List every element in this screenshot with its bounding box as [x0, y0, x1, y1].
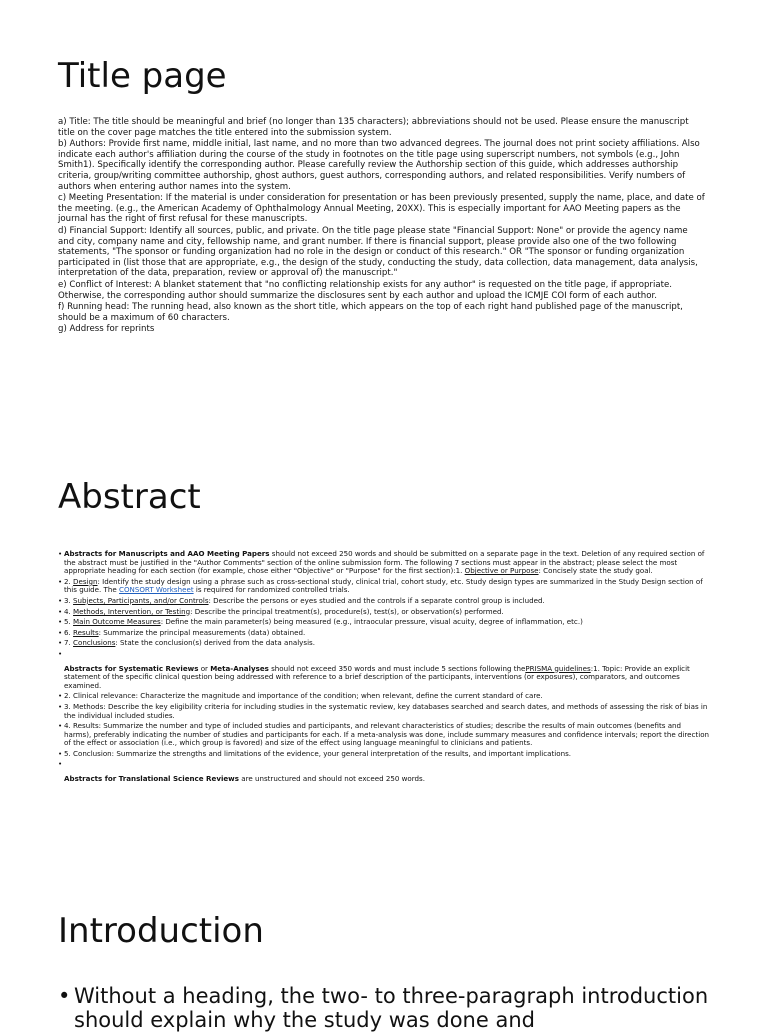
item-text: : Describe the persons or eyes studied and the controls if a separate control group is included. — [208, 595, 545, 605]
abstract-systematic-text: should not exceed 350 words and must include 5 sections following the — [268, 663, 526, 673]
abstract-objective-label: Objective or Purpose — [464, 566, 539, 576]
introduction-list — [58, 984, 718, 1032]
abstract-design-text2: is required for randomized controlled trials. — [193, 585, 350, 595]
abstract-outcome-item — [58, 618, 710, 627]
abstract-meta-lead: Meta-Analyses — [210, 663, 269, 673]
abstract-design-prefix: 2. — [64, 576, 74, 586]
abstract-systematic-item — [58, 665, 710, 691]
abstract-systematic-item-2: • 2. Clinical relevance: Characterize the magnitude and importance of the condition; when relevant, define the current standard of care. — [58, 692, 710, 701]
title-page-item-meeting: c) Meeting Presentation: If the material is under consideration for presentation or has been previously presented, supply the name, place, and date of the meeting. (e.g., the American Academy of Ophthalmology Annual Meeting, 20XX). This is especially important for AAO Meeting papers as the journal has the right of first refusal for these manuscripts. — [58, 193, 705, 225]
abstract-methods-item — [58, 608, 710, 617]
introduction-heading: Introduction — [58, 911, 264, 951]
title-page-item-conflict: e) Conflict of Interest: A blanket statement that "no conflicting relationship exists for any author" is requested on the title page, if appropriate. Otherwise, the corresponding author should summarize the disclosures sent by each author and upload the ICMJE COI form of each author. — [58, 279, 672, 301]
introduction-bullet: • Without a heading, the two- to three-paragraph introduction should explain why the study was done and — [58, 984, 718, 1032]
abstract-systematic-item-3: • 3. Methods: Describe the key eligibility criteria for including studies in the systematic review, key databases searched and search dates, and methods of assessing the risk of bias in the individual included studies. — [58, 703, 710, 720]
abstract-subjects-item — [58, 597, 710, 606]
title-page-item-financial: d) Financial Support: Identify all sources, public, and private. On the title page please state "Financial Support: None" or provide the agency name and city, company name and city, fellowship name, and grant number. If there is financial support, please provide also one of the two following statements, "The sponsor or funding organization had no role in the design or conduct of this research." OR "The sponsor or funding organization participated in (list those that are appropriate, e.g., the design of the study, conducting the study, data collection, data management, data analysis, interpretation of the data, preparation, review or approval of) the manuscript." — [58, 225, 698, 279]
abstract-manuscripts-text: should not exceed 250 words and should be submitted on a separate page in the text. Deletion of any required section of the abstract must be justified in the "Author Comments" section of the online submission form. The following 7 sections must appear in the abstract; please select the most appropriate heading for each section (for example, chose either "Objective" or "Purpose" for the first section):1. — [64, 549, 705, 576]
abstract-systematic-or: or — [198, 663, 211, 673]
abstract-results-item — [58, 629, 710, 638]
abstract-manuscripts-lead: Abstracts for Manuscripts and AAO Meeting Papers — [64, 549, 270, 558]
abstract-manuscripts-item — [58, 550, 710, 576]
abstract-systematic-item-5: • 5. Conclusion: Summarize the strengths and limitations of the evidence, your general interpretation of the results, and important implications. — [58, 750, 710, 759]
consort-worksheet-link[interactable]: CONSORT Worksheet — [119, 585, 194, 595]
abstract-translational-item — [58, 775, 710, 784]
item-prefix: 4. — [64, 606, 74, 616]
abstract-design-text: : Identify the study design using a phrase such as cross-sectional study, clinical trial, cohort study, etc. Study design types are summarized in the Study Design section of this guide. The — [64, 576, 703, 595]
abstract-conclusions-item — [58, 639, 710, 648]
abstract-design-item — [58, 578, 710, 595]
item-text: : State the conclusion(s) derived from the data analysis. — [115, 638, 315, 648]
item-prefix: 5. — [64, 617, 74, 627]
title-page-heading: Title page — [58, 56, 227, 96]
item-prefix: 7. — [64, 638, 74, 648]
item-text: : Summarize the principal measurements (data) obtained. — [98, 627, 306, 637]
title-page-item-title: a) Title: The title should be meaningful and brief (no longer than 135 characters); abbreviations should not be used. Please ensure the manuscript title on the cover page matches the title entered into the submission system. — [58, 117, 689, 138]
abstract-heading: Abstract — [58, 477, 201, 517]
title-page-item-running-head: f) Running head: The running head, also known as the short title, which appears on the top of each right hand published page of the manuscript, should be a maximum of 60 characters. — [58, 302, 683, 323]
item-text: : Describe the principal treatment(s), procedure(s), test(s), or observation(s) performed. — [190, 606, 504, 616]
item-prefix: 6. — [64, 627, 74, 637]
item-label: Subjects, Participants, and/or Controls — [73, 595, 209, 605]
abstract-translational-lead: Abstracts for Translational Science Reviews — [64, 774, 239, 784]
abstract-empty-bullet-2 — [58, 760, 710, 769]
abstract-systematic-item-4: • 4. Results: Summarize the number and type of included studies and participants, and relevant characteristics of studies; describe the results of main outcomes (benefits and harms), preferably indicating the number of studies and participants for each. If a meta-analysis was done, include summary measures and confidence intervals; report the direction of the effect or association (i.e., which group is favored) and size of the effect using language meaningful to clinicians and patients. — [58, 722, 710, 748]
item-prefix: 3. — [64, 595, 74, 605]
item-label: Main Outcome Measures — [73, 617, 161, 627]
abstract-objective-text: : Concisely state the study goal. — [538, 566, 653, 576]
title-page-item-authors: b) Authors: Provide first name, middle initial, last name, and no more than two advanced degrees. The journal does not print society affiliations. Also indicate each author's affiliation during the course of the study in footnotes on the title page using superscript numbers, not symbols (e.g., John Smith1). Specifically identify the corresponding author. Please carefully review the Authorship section of this guide, which addresses authorship criteria, group/writing committee authorship, ghost authors, guest authors, corresponding authors, and related responsibilities. Verify numbers of authors when entering author names into the system. — [58, 139, 700, 192]
item-label: Results — [73, 627, 99, 637]
prisma-guidelines-link[interactable]: PRISMA guidelines — [525, 663, 591, 673]
item-text: : Define the main parameter(s) being measured (e.g., intraocular pressure, visual acuity, degree of inflammation, etc.) — [160, 617, 583, 627]
abstract-translational-text: are unstructured and should not exceed 250 words. — [238, 774, 426, 784]
title-page-item-reprints: g) Address for reprints — [58, 324, 155, 335]
abstract-design-label: Design — [73, 576, 98, 586]
item-label: Conclusions — [73, 638, 116, 648]
item-label: Methods, Intervention, or Testing — [73, 606, 191, 616]
abstract-empty-bullet — [58, 650, 710, 659]
title-page-list — [58, 117, 706, 336]
abstract-list — [58, 550, 710, 786]
abstract-systematic-lead: Abstracts for Systematic Reviews — [64, 663, 199, 673]
abstract-systematic-text2: :1. Topic: Provide an explicit statement of the specific clinical question being addressed with reference to a brief description of the participants, interventions (or exposures), comparators, and outcomes examined. — [64, 663, 690, 690]
